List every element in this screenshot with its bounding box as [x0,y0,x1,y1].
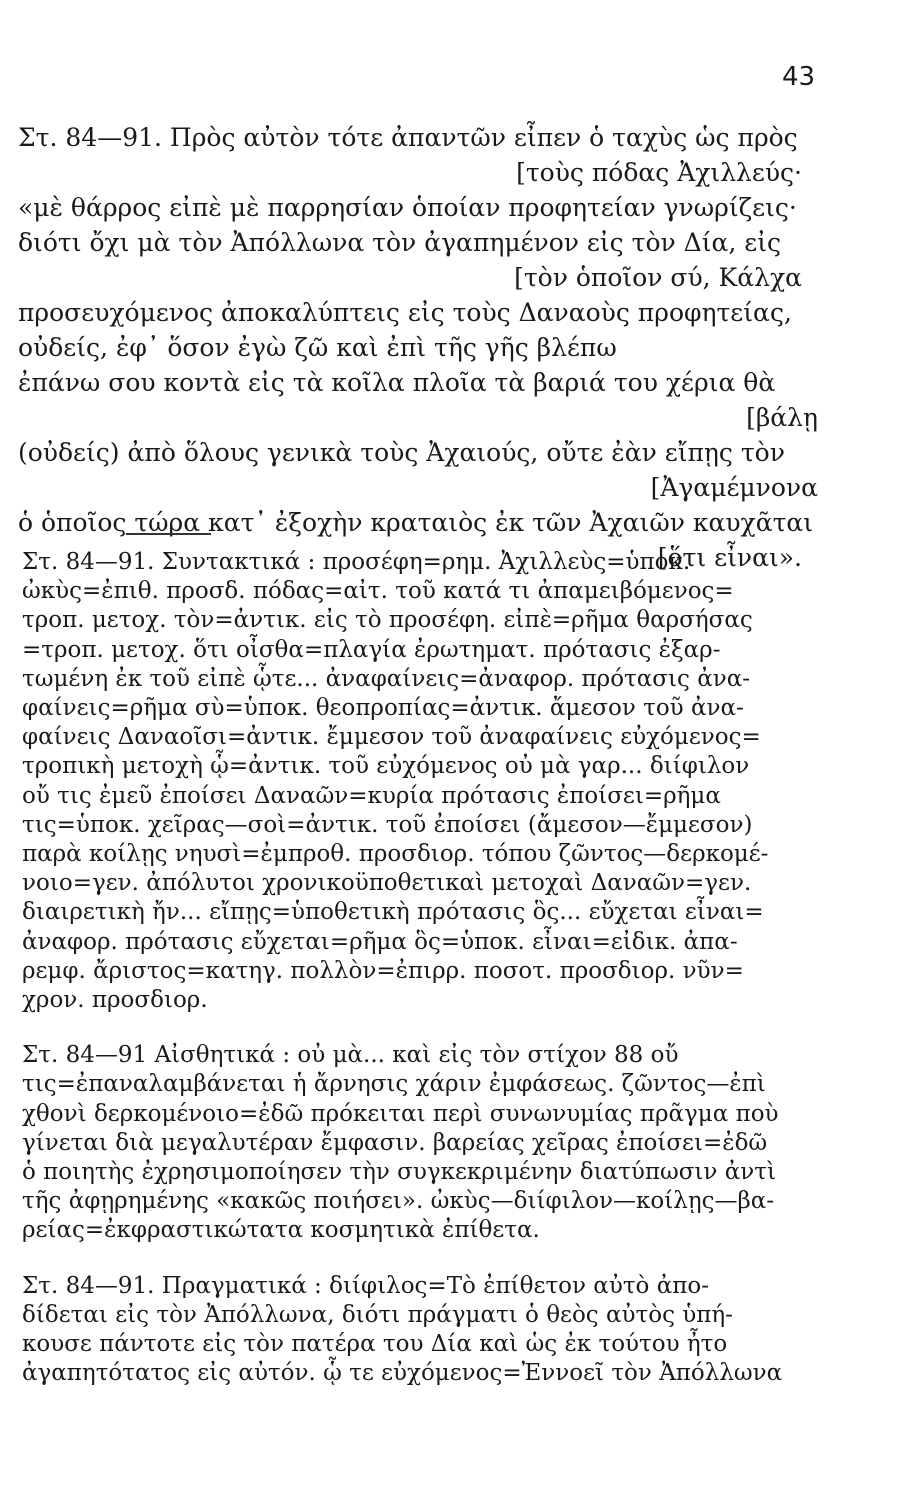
note-line: ἀναφορ. πρότασις εὔχεται=ρῆμα ὃς=ὑποκ. εἶναι=εἰδικ. ἀπα- [22,928,738,955]
note-line: ἀγαπητότατος εἰς αὐτόν. ᾧ τε εὐχόμενος=Ἐννοεῖ τὸν Ἀπόλλωνα [22,1360,783,1387]
translation-line: ὁ ὁποῖος τώρα κατ᾽ ἐξοχὴν κραταιὸς ἐκ τῶν Ἀχαιῶν καυχᾶται [18,508,814,537]
note-line: τωμένη ἐκ τοῦ εἰπὲ ᾧτε... ἀναφαίνεις=ἀναφορ. πρότασις ἀνα- [22,665,751,692]
note-line: τῆς ἀφῃρημένης «κακῶς ποιήσει». ὠκὺς—διίφιλον—κοίλῃς—βα- [22,1188,775,1215]
translation-line: διότι ὄχι μὰ τὸν Ἀπόλλωνα τὸν ἀγαπημένον εἰς τὸν Δία, εἰς [18,228,782,257]
factual-notes [22,1272,902,1389]
verse-translation [18,120,898,575]
note-line: χθονὶ δερκομένοιο=ἐδῶ πρόκειται περὶ συνωνυμίας πρᾶγμα ποὺ [22,1100,779,1127]
section-divider [126,533,211,535]
note-line: ὁ ποιητὴς ἐχρησιμοποίησεν τὴν συγκεκριμένην διατύπωσιν ἀντὶ [22,1159,776,1186]
translation-line-continuation: [βάλῃ [746,403,818,432]
note-line: κουσε πάντοτε εἰς τὸν πατέρα του Δία καὶ ὡς ἐκ τούτου ἦτο [22,1331,728,1358]
note-line: Στ. 84—91 Αἰσθητικά : οὐ μὰ... καὶ εἰς τὸν στίχον 88 οὔ [22,1042,679,1069]
translation-line: οὐδείς, ἐφ᾽ ὅσον ἐγὼ ζῶ καὶ ἐπὶ τῆς γῆς βλέπω [18,333,617,362]
note-line: τις=ὑποκ. χεῖρας—σοὶ=ἀντικ. τοῦ ἐποίσει (ἄμεσον—ἔμμεσον) [22,811,753,838]
note-line: διαιρετικὴ ἤν... εἴπῃς=ὑποθετικὴ πρότασις ὃς... εὔχεται εἶναι= [22,899,764,926]
note-line: οὔ τις ἐμεῦ ἐποίσει Δαναῶν=κυρία πρότασις ἐποίσει=ρῆμα [22,782,721,809]
note-line: παρὰ κοίλῃς νηυσὶ=ἐμπροθ. προσδιορ. τόπου ζῶντος—δερκομέ- [22,841,769,868]
translation-line: ἐπάνω σου κοντὰ εἰς τὰ κοῖλα πλοῖα τὰ βαριά του χέρια θὰ [18,368,776,397]
aesthetic-notes [22,1041,902,1245]
note-line: Στ. 84—91. Συντακτικά : προσέφη=ρημ. Ἀχιλλεὺς=ὑποκ. [22,549,691,575]
translation-line: προσευχόμενος ἀποκαλύπτεις εἰς τοὺς Δαναοὺς προφητείας, [18,298,792,327]
translation-line-continuation: [Ἀγαμέμνονα [650,473,818,502]
note-line: τροπικὴ μετοχὴ ᾧ=ἀντικ. τοῦ εὐχόμενος οὐ μὰ γαρ... διίφιλον [22,753,750,780]
translation-line-continuation: [τὸν ὁποῖον σύ, Κάλχα [514,263,802,292]
translation-line: «μὲ θάρρος εἰπὲ μὲ παρρησίαν ὁποίαν προφητείαν γνωρίζεις· [18,193,797,222]
note-line: ρεμφ. ἄριστος=κατηγ. πολλὸν=ἐπιρρ. ποσοτ. προσδιορ. νῦν= [22,957,744,984]
translation-line: Στ. 84—91. Πρὸς αὐτὸν τότε ἀπαντῶν εἶπεν ὁ ταχὺς ὡς πρὸς [18,123,798,152]
note-line: χρον. προσδιορ. [22,987,208,1014]
translation-line-continuation: [ὅτι εἶναι». [657,543,802,572]
note-line: φαίνεις Δαναοῖσι=ἀντικ. ἔμμεσον τοῦ ἀναφαίνεις εὐχόμενος= [22,724,761,751]
note-line: τροπ. μετοχ. τὸν=ἀντικ. εἰς τὸ προσέφη. εἰπὲ=ρῆμα θαρσήσας [22,607,753,634]
note-line: Στ. 84—91. Πραγματικά : διίφιλος=Τὸ ἐπίθετον αὐτὸ ἀπο- [22,1272,709,1299]
translation-line-continuation: [τοὺς πόδας Ἀχιλλεύς· [516,158,802,187]
commentary-notes [22,548,902,1414]
syntactic-notes [22,548,902,1015]
translation-line: (οὐδείς) ἀπὸ ὅλους γενικὰ τοὺς Ἀχαιούς, οὔτε ἐὰν εἴπῃς τὸν [18,438,785,467]
note-line: τις=ἐπαναλαμβάνεται ἡ ἄρνησις χάριν ἐμφάσεως. ζῶντος—ἐπὶ [22,1071,766,1098]
note-line: γίνεται διὰ μεγαλυτέραν ἔμφασιν. βαρείας χεῖρας ἐποίσει=ἐδῶ [22,1129,768,1156]
note-line: =τροπ. μετοχ. ὅτι οἶσθα=πλαγία ἐρωτηματ. πρότασις ἐξαρ- [22,636,721,663]
note-line: φαίνεις=ρῆμα σὺ=ὑποκ. θεοπροπίας=ἀντικ. ἄμεσον τοῦ ἀνα- [22,695,744,722]
note-line: ρείας=ἐκφραστικώτατα κοσμητικὰ ἐπίθετα. [22,1217,540,1244]
page-number: 43 [782,62,816,92]
note-line: δίδεται εἰς τὸν Ἀπόλλωνα, διότι πράγματι ὁ θεὸς αὐτὸς ὑπή- [22,1301,733,1328]
note-line: νοιο=γεν. ἀπόλυτοι χρονικοϋποθετικαὶ μετοχαὶ Δαναῶν=γεν. [22,870,752,897]
note-line: ὠκὺς=ἐπιθ. προσδ. πόδας=αἰτ. τοῦ κατά τι ἀπαμειβόμενος= [22,578,734,605]
